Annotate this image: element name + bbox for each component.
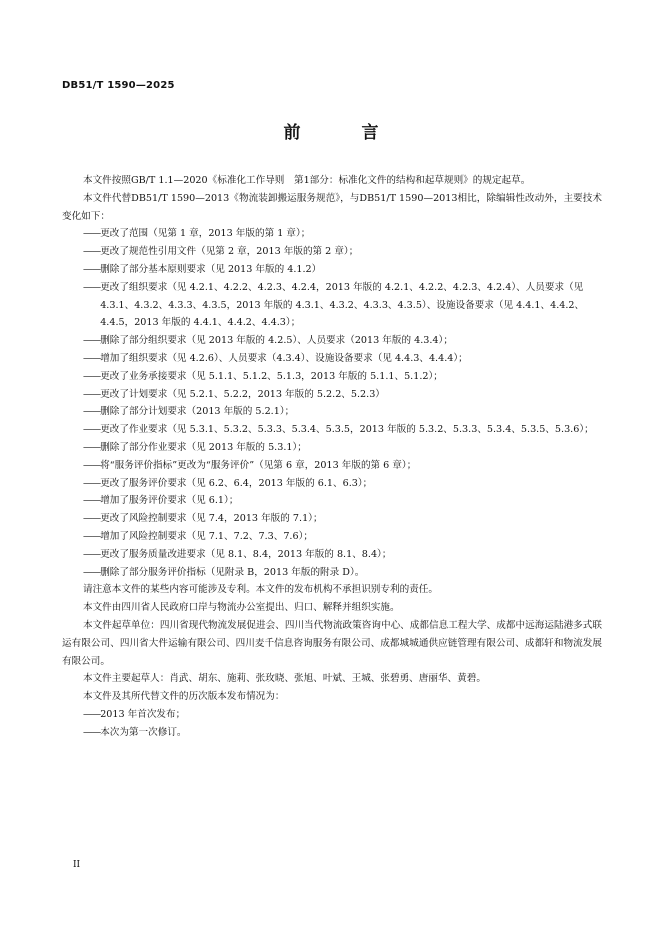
document-body xyxy=(62,172,602,742)
list-item: —— 更改了业务承接要求（见 5.1.1、5.1.2、5.1.3，2013 年版的 5.1.1、5.1.2）； xyxy=(62,368,602,386)
list-item: —— 更改了作业要求（见 5.3.1、5.3.2、5.3.3、5.3.4、5.3.5，2013 年版的 5.3.2、5.3.3、5.3.4、5.3.5、5.3.6）； xyxy=(62,421,602,439)
dash-marker: —— xyxy=(83,441,101,453)
dash-marker: —— xyxy=(83,495,101,507)
document-id: DB51/T 1590—2025 xyxy=(62,80,175,91)
paragraph-version-history: 本文件及其所代替文件的历次版本发布情况为： xyxy=(83,691,285,703)
dash-marker: —— xyxy=(83,708,101,720)
history-list xyxy=(62,706,602,742)
dash-marker: —— xyxy=(83,263,101,275)
dash-marker: —— xyxy=(83,513,101,525)
page-title: 前 言 xyxy=(283,123,401,143)
paragraph-proposer: 本文件由四川省人民政府口岸与物流办公室提出、归口、解释并组织实施。 xyxy=(83,602,400,614)
dash-marker: —— xyxy=(83,370,101,382)
list-item: —— 更改了服务质量改进要求（见 8.1、8.4，2013 年版的 8.1、8.4）； xyxy=(62,546,602,564)
dash-marker: —— xyxy=(83,477,101,489)
dash-marker: —— xyxy=(83,726,101,738)
list-item: —— 增加了服务评价要求（见 6.1）； xyxy=(62,492,602,510)
list-item: —— 删除了部分组织要求（见 2013 年版的 4.2.5）、人员要求（2013 年版的 4.3.4）； xyxy=(62,332,602,350)
list-item: —— 将“服务评价指标”更改为“服务评价”（见第 6 章，2013 年版的第 6 章）； xyxy=(62,457,602,475)
list-item: —— 2013 年首次发布； xyxy=(62,706,602,724)
paragraph-patent-notice: 请注意本文件的某些内容可能涉及专利。本文件的发布机构不承担识别专利的责任。 xyxy=(83,584,438,596)
paragraph-drafting-rules: 本文件按照GB/T 1.1—2020《标准化工作导则 第1部分：标准化文件的结构和起草规则》的规定起草。 xyxy=(83,175,531,186)
dash-marker: —— xyxy=(83,246,101,258)
list-item: —— 删除了部分基本原则要求（见 2013 年版的 4.1.2） xyxy=(62,261,602,279)
change-list xyxy=(62,225,602,581)
page-number: II xyxy=(73,860,81,870)
list-item: —— 更改了范围（见第 1 章，2013 年版的第 1 章）； xyxy=(62,225,602,243)
dash-marker: —— xyxy=(83,228,101,240)
dash-marker: —— xyxy=(83,566,101,578)
dash-marker: —— xyxy=(83,352,101,364)
list-item: —— 删除了部分服务评价指标（见附录 B，2013 年版的附录 D）。 xyxy=(62,564,602,582)
dash-marker: —— xyxy=(83,281,101,293)
paragraph-drafting-units: 本文件起草单位：四川省现代物流发展促进会、四川当代物流政策咨询中心、成都信息工程大学、成都中远海运陆港多式联运有限公司、四川省大件运输有限公司、四川麦千信息咨询服务有限公司、成都城城通供应链管理有限公司、成都轩和物流发展有限公司。 xyxy=(62,619,602,667)
list-item: —— 删除了部分作业要求（见 2013 年版的 5.3.1）； xyxy=(62,439,602,457)
list-item: —— 更改了规范性引用文件（见第 2 章，2013 年版的第 2 章）； xyxy=(62,243,602,261)
list-item: —— 更改了计划要求（见 5.2.1、5.2.2，2013 年版的 5.2.2、5.2.3） xyxy=(62,386,602,404)
list-item: —— 更改了服务评价要求（见 6.2、6.4，2013 年版的 6.1、6.3）； xyxy=(62,475,602,493)
list-item: —— 删除了部分计划要求（2013 年版的 5.2.1）； xyxy=(62,403,602,421)
dash-marker: —— xyxy=(83,530,101,542)
dash-marker: —— xyxy=(83,424,101,436)
dash-marker: —— xyxy=(83,548,101,560)
list-item: —— 更改了风险控制要求（见 7.4，2013 年版的 7.1）； xyxy=(62,510,602,528)
dash-marker: —— xyxy=(83,335,101,347)
dash-marker: —— xyxy=(83,459,101,471)
list-item: —— 增加了组织要求（见 4.2.6）、人员要求（4.3.4）、设施设备要求（见 4.4.3、4.4.4）； xyxy=(62,350,602,368)
list-item: —— 本次为第一次修订。 xyxy=(62,724,602,742)
dash-marker: —— xyxy=(83,388,101,400)
dash-marker: —— xyxy=(83,406,101,418)
paragraph-drafters: 本文件主要起草人：肖武、胡东、施莉、张玫晓、张旭、叶斌、王城、张碧勇、唐丽华、黄碧。 xyxy=(83,673,486,685)
paragraph-replacement: 本文件代替DB51/T 1590—2013《物流装卸搬运服务规范》，与DB51/T 1590—2013相比，除编辑性改动外，主要技术变化如下： xyxy=(62,192,602,222)
list-item: —— 增加了风险控制要求（见 7.1、7.2、7.3、7.6）； xyxy=(62,528,602,546)
list-item: —— 更改了组织要求（见 4.2.1、4.2.2、4.2.3、4.2.4，2013 年版的 4.2.1、4.2.2、4.2.3、4.2.4）、人员要求（见 4.3.1、4.3.2、4.3.3、4.3.5，2013 年版的 4.3.1、4.3.2、4.3.3、4.3.5）、设施设备要求（见 4.4.1、4.4.2、4.4.5，2013 年版的 4.4.1、4.4.2、4.4.3）； xyxy=(62,279,602,332)
